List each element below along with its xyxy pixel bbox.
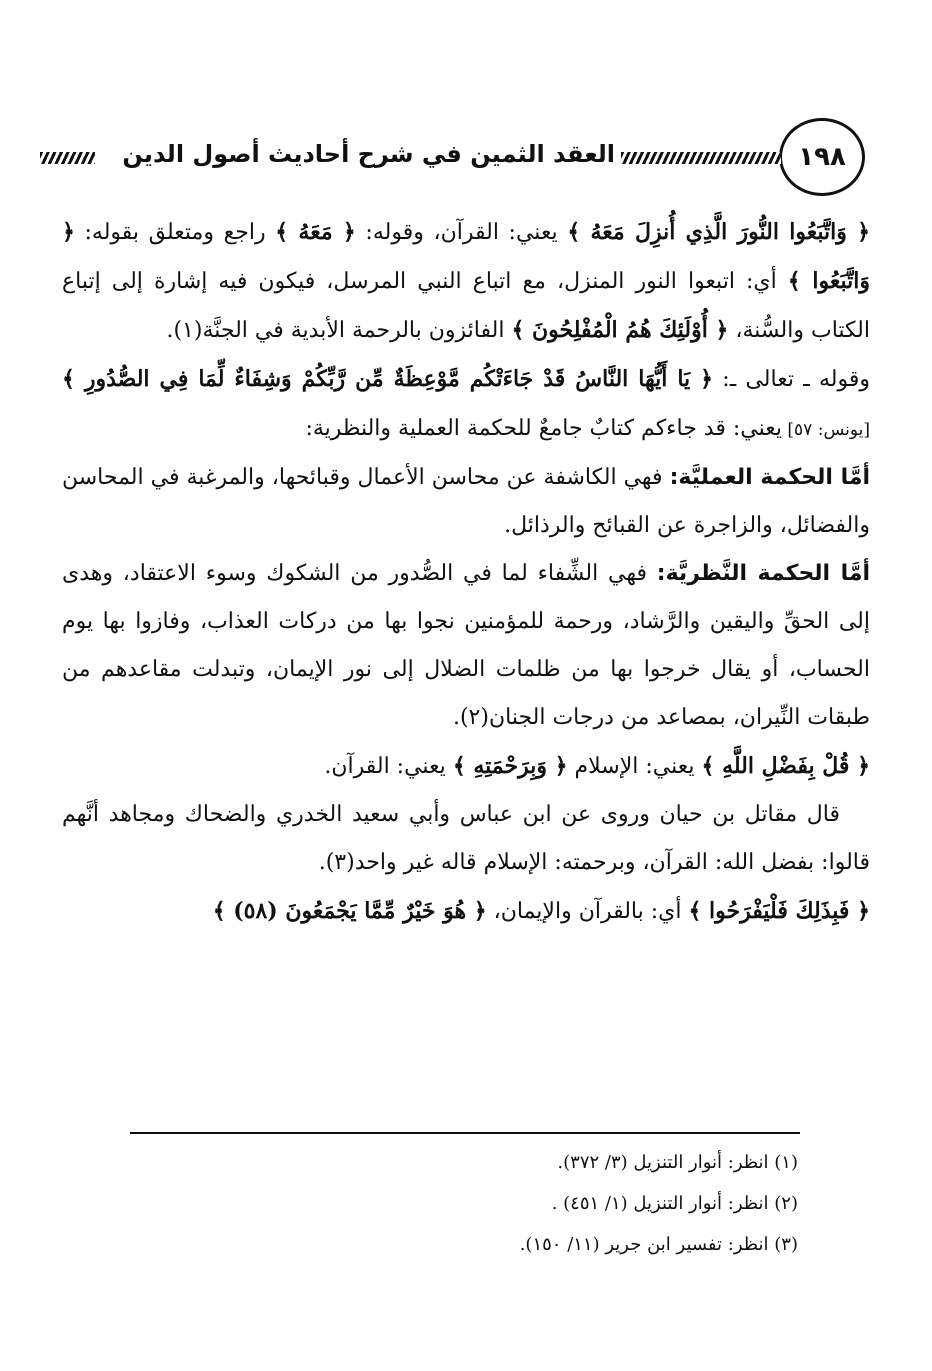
quran-verse: ﴿ مَعَهُ ﴾: [275, 219, 356, 245]
quran-verse: ﴿ هُوَ خَيْرٌ مِّمَّا يَجْمَعُونَ (٥٨) ﴾: [212, 898, 487, 924]
body-text: الفائزون بالرحمة الأبدية في الجنَّة(١).: [166, 318, 512, 343]
header-ornament-right: [621, 152, 781, 164]
footnotes: [62, 1142, 798, 1265]
body-text: وقوله ـ تعالى ـ:: [713, 367, 870, 392]
quran-verse: ﴿ أُوْلَئِكَ هُمُ الْمُفْلِحُونَ ﴾: [511, 317, 729, 343]
body-text: قال مقاتل بن حيان وروى عن ابن عباس وأبي سعيد الخدري والضحاك ومجاهد أنَّهم قالوا: بفضل الله: القرآن، وبرحمته: الإسلام قاله غير واحد(٣).: [62, 802, 870, 875]
body-text: أي: بالقرآن والإيمان،: [486, 899, 689, 924]
paragraph: [62, 742, 870, 791]
quran-verse: ﴿ قُلْ بِفَضْلِ اللَّهِ ﴾: [701, 753, 870, 779]
body-text: يعني: قد جاءكم كتابٌ جامعٌ للحكمة العملية والنظرية:: [305, 416, 782, 441]
quran-verse: ﴿ وَبِرَحْمَتِهِ ﴾: [452, 753, 568, 779]
body-text: فهي الكاشفة عن محاسن الأعمال وقبائحها، والمرغبة في المحاسن والفضائل، والزاجرة عن القبائح والرذائل.: [62, 465, 870, 538]
paragraph: [62, 355, 870, 454]
footnote: (٣) انظر: تفسير ابن جرير (١١/ ١٥٠).: [519, 1234, 798, 1255]
body-text: يعني: القرآن.: [324, 754, 453, 779]
header-ornament-left: [40, 152, 95, 164]
quran-verse: ﴿ وَاتَّبَعُوا النُّورَ الَّذِي أُنزِلَ مَعَهُ ﴾: [567, 219, 870, 245]
section-heading: أمَّا الحكمة العمليَّة:: [669, 465, 870, 490]
body-text: راجع ومتعلق بقوله:: [74, 220, 276, 245]
body-text: فهي الشِّفاء لما في الصُّدور من الشكوك وسوء الاعتقاد، وهدى إلى الحقِّ واليقين والرَّشاد، ورحمة للمؤمنين نجوا بها من دركات العذاب، وفازوا بها يوم الحساب، أو يقال خرجوا بها من ظلمات الضلال إلى نور الإيمان، وتبدلت مقاعدهم من طبقات النِّيران، بمصاعد من درجات الجنان(٢).: [62, 561, 870, 730]
footnote-divider: [130, 1132, 800, 1134]
paragraph: [62, 454, 870, 550]
section-heading: أمَّا الحكمة النَّظريَّة:: [656, 561, 870, 586]
paragraph: [62, 208, 870, 355]
page-header: [60, 118, 865, 198]
verse-reference: [يونس: ٥٧]: [782, 420, 870, 440]
main-text: [62, 208, 870, 936]
quran-verse: ﴿ وَاتَّبَعُوا ﴾: [62, 219, 870, 294]
paragraph: [62, 887, 870, 936]
quran-verse: ﴿ فَبِذَلِكَ فَلْيَفْرَحُوا ﴾: [688, 898, 870, 924]
body-text: يعني: القرآن، وقوله:: [355, 220, 568, 245]
body-text: أي: اتبعوا النور المنزل، مع اتباع النبي المرسل، فيكون فيه إشارة إلى إتباع الكتاب والسُّنة،: [62, 269, 870, 343]
body-text: يعني: الإسلام: [567, 754, 702, 779]
paragraph: [62, 550, 870, 742]
footnote: (٢) انظر: أنوار التنزيل (١/ ٤٥١) .: [551, 1193, 798, 1214]
page-number: ١٩٨: [779, 118, 865, 196]
quran-verse: ﴿ يَا أَيُّهَا النَّاسُ قَدْ جَاءَتْكُم مَّوْعِظَةٌ مِّن رَّبِّكُمْ وَشِفَاءٌ لِّمَا فِي الصُّدُورِ ﴾: [62, 366, 713, 392]
paragraph: [62, 791, 870, 887]
footnote: (١) انظر: أنوار التنزيل (٣/ ٣٧٢).: [557, 1152, 798, 1173]
running-title: العقد الثمين في شرح أحاديث أصول الدين: [122, 140, 615, 168]
